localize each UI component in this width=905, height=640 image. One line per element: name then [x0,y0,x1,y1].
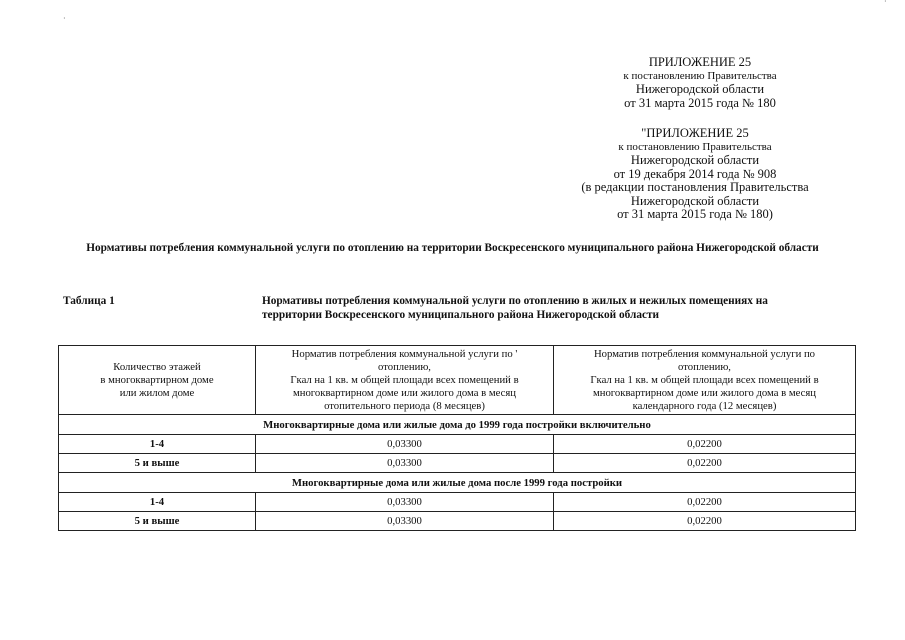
heating-norms-table [58,345,856,531]
floors-cell: 5 и выше [59,512,256,531]
table-title-line: территории Воскресенского муниципального района Нижегородской области [262,308,660,321]
section-row [59,473,856,493]
heating-period-cell: 0,03300 [256,454,554,473]
appendix-line: от 31 марта 2015 года № 180) [617,207,773,221]
section-title: Многоквартирные дома или жилые дома после 1999 года постройки [59,473,856,493]
heating-period-cell: 0,03300 [256,435,554,454]
scan-speck: · [63,14,66,23]
calendar-year-cell: 0,02200 [554,493,856,512]
calendar-year-cell: 0,02200 [554,435,856,454]
appendix-line: от 19 декабря 2014 года № 908 [613,166,777,181]
heating-period-cell: 0,03300 [256,493,554,512]
header-floors: Количество этажей в многоквартирном доме или жилом доме [59,346,256,415]
table-label: Таблица 1 [63,295,115,307]
table-row [59,435,856,454]
appendix-line: от 31 марта 2015 года № 180 [624,95,776,110]
document-title: Нормативы потребления коммунальной услуги по отоплению на территории Воскресенского муниципального района Нижегородской области [86,242,819,254]
appendix-line: к постановлению Правительства [618,140,772,153]
section-row [59,415,856,435]
appendix-title: ПРИЛОЖЕНИЕ 25 [648,55,752,69]
table-row [59,512,856,531]
header-heating-period-norm: Норматив потребления коммунальной услуги по ' отоплению, Гкал на 1 кв. м общей площади всех помещений в многоквартирном доме или жилого дома в месяц отопительного периода (8 месяцев) [256,346,554,415]
appendix-line: к постановлению Правительства [623,69,777,82]
section-title: Многоквартирные дома или жилые дома до 1999 года постройки включительно [59,415,856,435]
table-header-row [59,346,856,415]
appendix-reference-new [600,56,800,110]
appendix-line: Нижегородской области [630,193,760,208]
floors-cell: 1-4 [59,493,256,512]
appendix-line: Нижегородской области [635,82,765,96]
table-title-line: Нормативы потребления коммунальной услуги по отоплению в жилых и нежилых помещениях на [262,295,768,307]
appendix-reference-original [560,127,830,222]
header-calendar-year-norm: Норматив потребления коммунальной услуги по отоплению, Гкал на 1 кв. м общей площади всех помещений в многоквартирном доме или жилого дома в месяц календарного года (12 месяцев) [554,346,856,415]
table-title [262,295,822,322]
calendar-year-cell: 0,02200 [554,512,856,531]
floors-cell: 5 и выше [59,454,256,473]
scan-speck: · [884,0,887,6]
heating-period-cell: 0,03300 [256,512,554,531]
calendar-year-cell: 0,02200 [554,454,856,473]
table-row [59,493,856,512]
table-row [59,454,856,473]
floors-cell: 1-4 [59,435,256,454]
appendix-title: "ПРИЛОЖЕНИЕ 25 [641,126,749,140]
appendix-line: (в редакции постановления Правительства [581,180,809,194]
appendix-line: Нижегородской области [630,153,760,167]
